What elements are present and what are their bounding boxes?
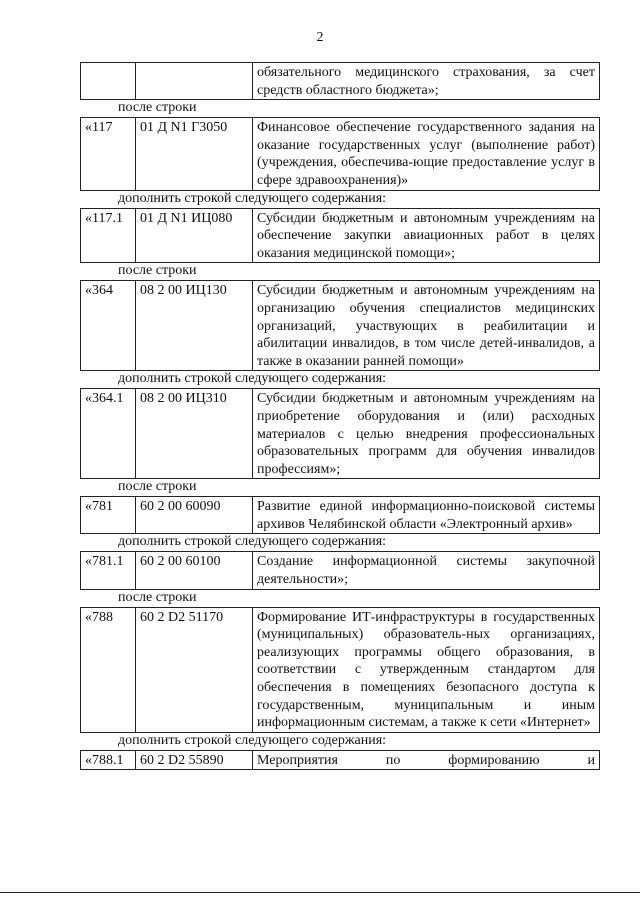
table-row: [80, 607, 600, 733]
table-row: [80, 208, 600, 264]
row-description: Мероприятия по формированию и: [253, 750, 600, 770]
table-row: [80, 388, 600, 479]
instruction-note: дополнить строкой следующего содержания:: [118, 534, 387, 550]
instruction-note: после строки: [118, 263, 197, 279]
table-row: [80, 551, 600, 589]
instruction-note: после строки: [118, 479, 197, 495]
row-code: 01 Д N1 Г3050: [136, 118, 253, 190]
row-number: [81, 63, 136, 100]
row-code: 08 2 00 ИЦ130: [136, 281, 253, 371]
row-number: «364: [81, 281, 136, 371]
row-code: 60 2 D2 51170: [136, 607, 253, 732]
row-number: «781.1: [81, 552, 136, 589]
row-code: 60 2 00 60090: [136, 497, 253, 534]
row-description: Субсидии бюджетным и автономным учреждениям на организацию обучения специалистов медицинских организаций, участвующих в реабилитации и абилитации инвалидов, в том числе детей-инвалидов, а также в оказании ранней помощи»: [253, 281, 600, 371]
instruction-note: дополнить строкой следующего содержания:: [118, 190, 387, 206]
table-row: [80, 62, 600, 100]
row-number: «117: [81, 118, 136, 190]
instruction-note: дополнить строкой следующего содержания:: [118, 371, 387, 387]
row-code: [136, 63, 253, 100]
table-row: [80, 117, 600, 190]
row-code: 60 2 00 60100: [136, 552, 253, 589]
table-row: [80, 750, 600, 771]
row-code: 01 Д N1 ИЦ080: [136, 208, 253, 263]
row-description: обязательного медицинского страхования, за счет средств областного бюджета»;: [253, 63, 600, 100]
bottom-rule: [0, 892, 640, 893]
row-number: «781: [81, 497, 136, 534]
row-code: 60 2 D2 55890: [136, 750, 253, 770]
row-number: «788: [81, 607, 136, 732]
row-description: Развитие единой информационно-поисковой системы архивов Челябинской области «Электронный архив»: [253, 497, 600, 534]
row-description: Субсидии бюджетным и автономным учреждениям на обеспечение закупки авиационных работ в целях оказания медицинской помощи»;: [253, 208, 600, 263]
row-description: Финансовое обеспечение государственного задания на оказание государственных услуг (выполнение работ) (учреждения, обеспечива-ющие предоставление услуг в сфере здравоохранения)»: [253, 118, 600, 190]
table-row: [80, 496, 600, 534]
row-number: «788.1: [81, 750, 136, 770]
page-number: 2: [316, 30, 324, 45]
instruction-note: дополнить строкой следующего содержания:: [118, 732, 387, 748]
row-code: 08 2 00 ИЦ310: [136, 389, 253, 479]
row-number: «364.1: [81, 389, 136, 479]
instruction-note: после строки: [118, 589, 197, 605]
document-body: [80, 62, 600, 770]
instruction-note: после строки: [118, 100, 197, 116]
row-number: «117.1: [81, 208, 136, 263]
row-description: Создание информационной системы закупочной деятельности»;: [253, 552, 600, 589]
row-description: Субсидии бюджетным и автономным учреждениям на приобретение оборудования и (или) расходных материалов с целью внедрения профессиональных образовательных программ для обучения инвалидов профессиям»;: [253, 389, 600, 479]
row-description: Формирование ИТ-инфраструктуры в государственных (муниципальных) образователь-ных организациях, реализующих программы общего образования, в соответствии с утвержденным стандартом для обеспечения в помещениях безопасного доступа к государственным, муниципальным и иным информационным системам, а также к сети «Интернет»: [253, 607, 600, 732]
table-row: [80, 280, 600, 371]
